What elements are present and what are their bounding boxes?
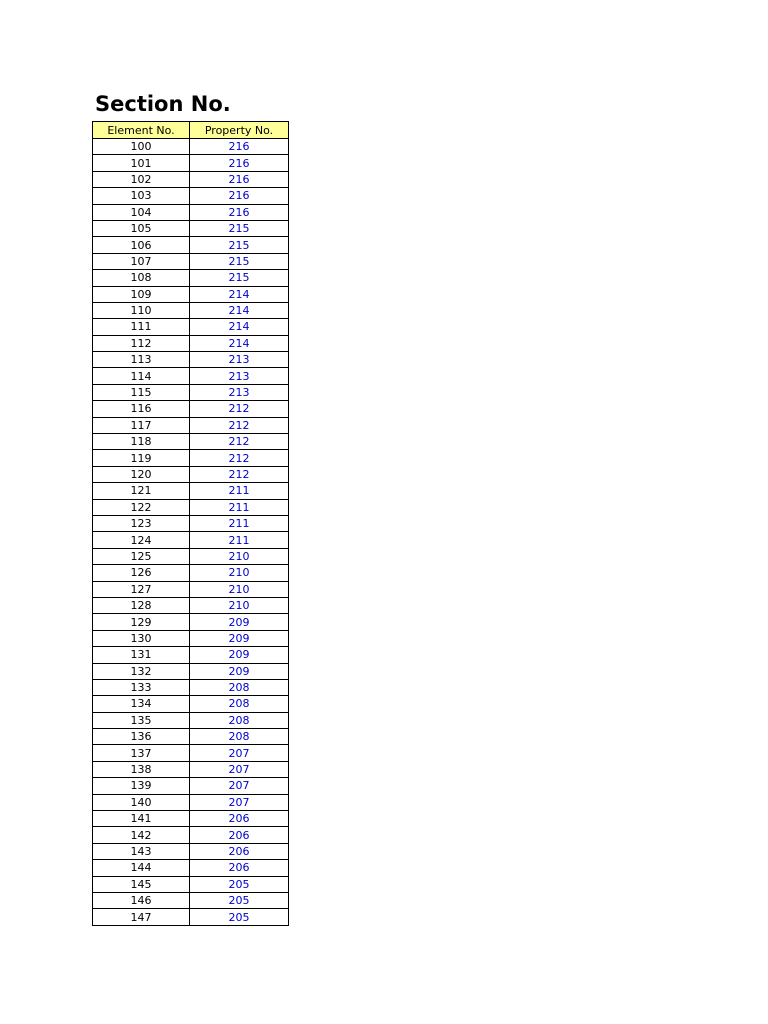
element-no-cell: 107 xyxy=(93,253,190,269)
table-row xyxy=(93,352,289,368)
property-no-cell: 207 xyxy=(190,794,289,810)
property-no-cell: 213 xyxy=(190,352,289,368)
table-row xyxy=(93,843,289,859)
element-no-cell: 102 xyxy=(93,171,190,187)
property-no-cell: 209 xyxy=(190,630,289,646)
table-row xyxy=(93,532,289,548)
property-no-cell: 212 xyxy=(190,434,289,450)
element-no-cell: 123 xyxy=(93,515,190,531)
table-row xyxy=(93,237,289,253)
table-header xyxy=(93,122,289,139)
table-row xyxy=(93,761,289,777)
element-no-cell: 147 xyxy=(93,909,190,925)
element-no-cell: 110 xyxy=(93,302,190,318)
element-no-cell: 130 xyxy=(93,630,190,646)
element-no-cell: 119 xyxy=(93,450,190,466)
table-row xyxy=(93,171,289,187)
table-row xyxy=(93,450,289,466)
table-row xyxy=(93,204,289,220)
table-row xyxy=(93,384,289,400)
property-no-cell: 210 xyxy=(190,597,289,613)
property-no-cell: 215 xyxy=(190,220,289,236)
table-row xyxy=(93,712,289,728)
table-row xyxy=(93,155,289,171)
property-no-cell: 206 xyxy=(190,843,289,859)
table-row xyxy=(93,139,289,155)
element-no-cell: 137 xyxy=(93,745,190,761)
table-row xyxy=(93,434,289,450)
element-no-cell: 108 xyxy=(93,270,190,286)
property-no-cell: 214 xyxy=(190,335,289,351)
element-no-cell: 136 xyxy=(93,729,190,745)
property-no-cell: 206 xyxy=(190,811,289,827)
table-row xyxy=(93,286,289,302)
property-no-cell: 208 xyxy=(190,729,289,745)
element-no-cell: 126 xyxy=(93,565,190,581)
property-no-cell: 205 xyxy=(190,876,289,892)
table-body xyxy=(93,139,289,926)
element-no-cell: 134 xyxy=(93,696,190,712)
property-no-cell: 208 xyxy=(190,696,289,712)
element-no-cell: 118 xyxy=(93,434,190,450)
element-no-cell: 142 xyxy=(93,827,190,843)
property-no-cell: 212 xyxy=(190,466,289,482)
column-header-property-no: Property No. xyxy=(190,122,289,139)
element-no-cell: 139 xyxy=(93,778,190,794)
column-header-element-no: Element No. xyxy=(93,122,190,139)
table-row xyxy=(93,335,289,351)
property-no-cell: 205 xyxy=(190,909,289,925)
element-no-cell: 109 xyxy=(93,286,190,302)
property-no-cell: 215 xyxy=(190,253,289,269)
element-no-cell: 133 xyxy=(93,679,190,695)
table-row xyxy=(93,499,289,515)
table-row xyxy=(93,302,289,318)
table-row xyxy=(93,696,289,712)
table-row xyxy=(93,270,289,286)
table-row xyxy=(93,581,289,597)
property-no-cell: 212 xyxy=(190,401,289,417)
element-no-cell: 100 xyxy=(93,139,190,155)
element-no-cell: 115 xyxy=(93,384,190,400)
element-no-cell: 144 xyxy=(93,860,190,876)
element-no-cell: 140 xyxy=(93,794,190,810)
element-no-cell: 125 xyxy=(93,548,190,564)
property-no-cell: 208 xyxy=(190,679,289,695)
table-row xyxy=(93,188,289,204)
element-no-cell: 116 xyxy=(93,401,190,417)
property-no-cell: 211 xyxy=(190,532,289,548)
page-title: Section No. xyxy=(95,92,231,116)
element-no-cell: 112 xyxy=(93,335,190,351)
property-no-cell: 214 xyxy=(190,319,289,335)
element-no-cell: 131 xyxy=(93,647,190,663)
property-no-cell: 207 xyxy=(190,761,289,777)
table-row xyxy=(93,794,289,810)
property-no-cell: 212 xyxy=(190,417,289,433)
table-row xyxy=(93,860,289,876)
element-no-cell: 122 xyxy=(93,499,190,515)
property-no-cell: 207 xyxy=(190,778,289,794)
table-row xyxy=(93,417,289,433)
element-no-cell: 127 xyxy=(93,581,190,597)
property-no-cell: 208 xyxy=(190,712,289,728)
property-no-cell: 210 xyxy=(190,581,289,597)
property-no-cell: 209 xyxy=(190,647,289,663)
table-row xyxy=(93,614,289,630)
property-no-cell: 214 xyxy=(190,286,289,302)
element-no-cell: 113 xyxy=(93,352,190,368)
table-row xyxy=(93,368,289,384)
element-no-cell: 104 xyxy=(93,204,190,220)
section-table xyxy=(92,121,289,926)
element-no-cell: 103 xyxy=(93,188,190,204)
property-no-cell: 216 xyxy=(190,155,289,171)
property-no-cell: 211 xyxy=(190,515,289,531)
element-no-cell: 114 xyxy=(93,368,190,384)
element-no-cell: 138 xyxy=(93,761,190,777)
property-no-cell: 211 xyxy=(190,499,289,515)
element-no-cell: 143 xyxy=(93,843,190,859)
property-no-cell: 216 xyxy=(190,171,289,187)
property-no-cell: 206 xyxy=(190,860,289,876)
table-row xyxy=(93,401,289,417)
table-row xyxy=(93,876,289,892)
table-row xyxy=(93,548,289,564)
property-no-cell: 216 xyxy=(190,204,289,220)
element-no-cell: 105 xyxy=(93,220,190,236)
property-no-cell: 209 xyxy=(190,663,289,679)
table-row xyxy=(93,647,289,663)
element-no-cell: 124 xyxy=(93,532,190,548)
table-row xyxy=(93,909,289,925)
element-no-cell: 111 xyxy=(93,319,190,335)
element-no-cell: 141 xyxy=(93,811,190,827)
element-no-cell: 121 xyxy=(93,483,190,499)
table-row xyxy=(93,630,289,646)
property-no-cell: 215 xyxy=(190,270,289,286)
table-row xyxy=(93,827,289,843)
property-no-cell: 216 xyxy=(190,139,289,155)
property-no-cell: 214 xyxy=(190,302,289,318)
table-row xyxy=(93,663,289,679)
table-row xyxy=(93,892,289,908)
element-no-cell: 129 xyxy=(93,614,190,630)
table-row xyxy=(93,483,289,499)
element-no-cell: 106 xyxy=(93,237,190,253)
element-no-cell: 120 xyxy=(93,466,190,482)
table-row xyxy=(93,778,289,794)
element-no-cell: 101 xyxy=(93,155,190,171)
element-no-cell: 145 xyxy=(93,876,190,892)
table-row xyxy=(93,597,289,613)
element-no-cell: 135 xyxy=(93,712,190,728)
property-no-cell: 213 xyxy=(190,384,289,400)
property-no-cell: 209 xyxy=(190,614,289,630)
property-no-cell: 205 xyxy=(190,892,289,908)
table-row xyxy=(93,729,289,745)
property-no-cell: 210 xyxy=(190,548,289,564)
element-no-cell: 128 xyxy=(93,597,190,613)
table-row xyxy=(93,565,289,581)
property-no-cell: 212 xyxy=(190,450,289,466)
property-no-cell: 207 xyxy=(190,745,289,761)
property-no-cell: 210 xyxy=(190,565,289,581)
table-row xyxy=(93,515,289,531)
property-no-cell: 206 xyxy=(190,827,289,843)
property-no-cell: 215 xyxy=(190,237,289,253)
table-row xyxy=(93,811,289,827)
table-row xyxy=(93,220,289,236)
element-no-cell: 117 xyxy=(93,417,190,433)
table-row xyxy=(93,745,289,761)
header-row xyxy=(93,122,289,139)
property-no-cell: 216 xyxy=(190,188,289,204)
table-row xyxy=(93,319,289,335)
property-no-cell: 211 xyxy=(190,483,289,499)
table-row xyxy=(93,466,289,482)
element-no-cell: 146 xyxy=(93,892,190,908)
element-no-cell: 132 xyxy=(93,663,190,679)
table-row xyxy=(93,253,289,269)
property-no-cell: 213 xyxy=(190,368,289,384)
table-row xyxy=(93,679,289,695)
